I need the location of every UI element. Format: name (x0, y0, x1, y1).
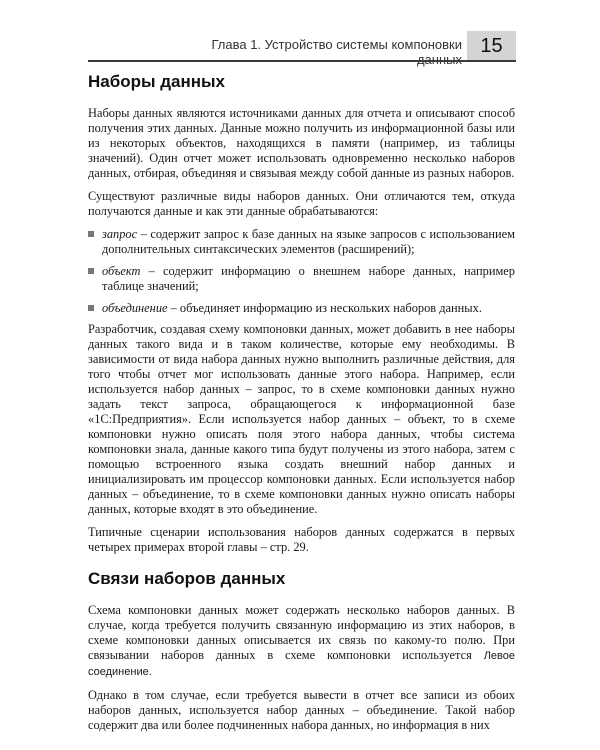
paragraph (88, 603, 515, 680)
section-heading-datasets: Наборы данных (88, 72, 225, 91)
list-item (88, 227, 515, 257)
dataset-types-list (88, 227, 515, 316)
paragraph: Наборы данных являются источниками данных для отчета и описывают способ получения этих данных. Данные можно получить из информационной базы или из некоторых объектов, находящихся в памяти (например, из таблицы значений). Один отчет может использовать одновременно несколько наборов данных, отбирая, объединяя и связывая между собой данные из разных наборов. (88, 106, 515, 180)
paragraph-text: Схема компоновки данных может содержать несколько наборов данных. В случае, когда требуется получить связанную информацию из этих наборов, в схеме компоновки данных описывается их связь по какому-то полю. При связывании наборов данных в схеме компоновки используется (88, 603, 515, 662)
list-item (88, 264, 515, 294)
square-bullet-icon (88, 305, 94, 311)
paragraph: Типичные сценарии использования наборов данных содержатся в первых четырех примерах второй главы – стр. 29. (88, 525, 515, 554)
list-text: – объединяет информацию из нескольких наборов данных. (167, 301, 482, 315)
list-term: объект (102, 264, 141, 278)
list-item (88, 301, 515, 316)
join-term: Левое соединение. (88, 650, 515, 678)
header-rule (88, 60, 516, 62)
page-number: 15 (467, 31, 516, 62)
page-body (88, 72, 515, 733)
paragraph: Однако в том случае, если требуется вывести в отчет все записи из обоих наборов данных, используется набор данных – объединение. Такой набор содержит два или более подчиненных набора данных, но информация в них (88, 688, 515, 732)
list-term: объединение (102, 301, 168, 315)
square-bullet-icon (88, 268, 94, 274)
paragraph: Существуют различные виды наборов данных. Они отличаются тем, откуда получаются данные и как эти данные обрабатываются: (88, 189, 515, 218)
chapter-title: Глава 1. Устройство системы компоновки (211, 37, 462, 52)
list-text: – содержит информацию о внешнем наборе данных, например таблице значений; (102, 264, 515, 293)
section-heading-dataset-links: Связи наборов данных (88, 569, 286, 588)
list-text: – содержит запрос к базе данных на языке запросов с использованием дополнительных синтаксических элементов (расширений); (102, 227, 515, 256)
page-header (0, 31, 600, 61)
list-term: запрос (102, 227, 138, 241)
paragraph: Разработчик, создавая схему компоновки данных, может добавить в нее наборы данных такого вида и в таком количестве, которые ему необходимы. В зависимости от вида набора данных нужно выполнить различные действия, для того чтобы отчет мог использовать данные этого набора. Например, если используется набор данных – запрос, то в схеме компоновки данных нужно задать текст запроса, обращающегося к информационной базе «1С:Предприятия». Если используется набор данных – объект, то в схеме компоновки нужно описать поля этого набора данных, чтобы система компоновки знала, данные какого типа будут получены из этого набора, затем с помощью встроенного языка создать внешний набор данных и инициализировать им процессор компоновки данных. Если используется набор данных – объединение, то в схеме компоновки данных нужно описать наборы данных, которые входят в это объединение. (88, 322, 515, 516)
square-bullet-icon (88, 231, 94, 237)
